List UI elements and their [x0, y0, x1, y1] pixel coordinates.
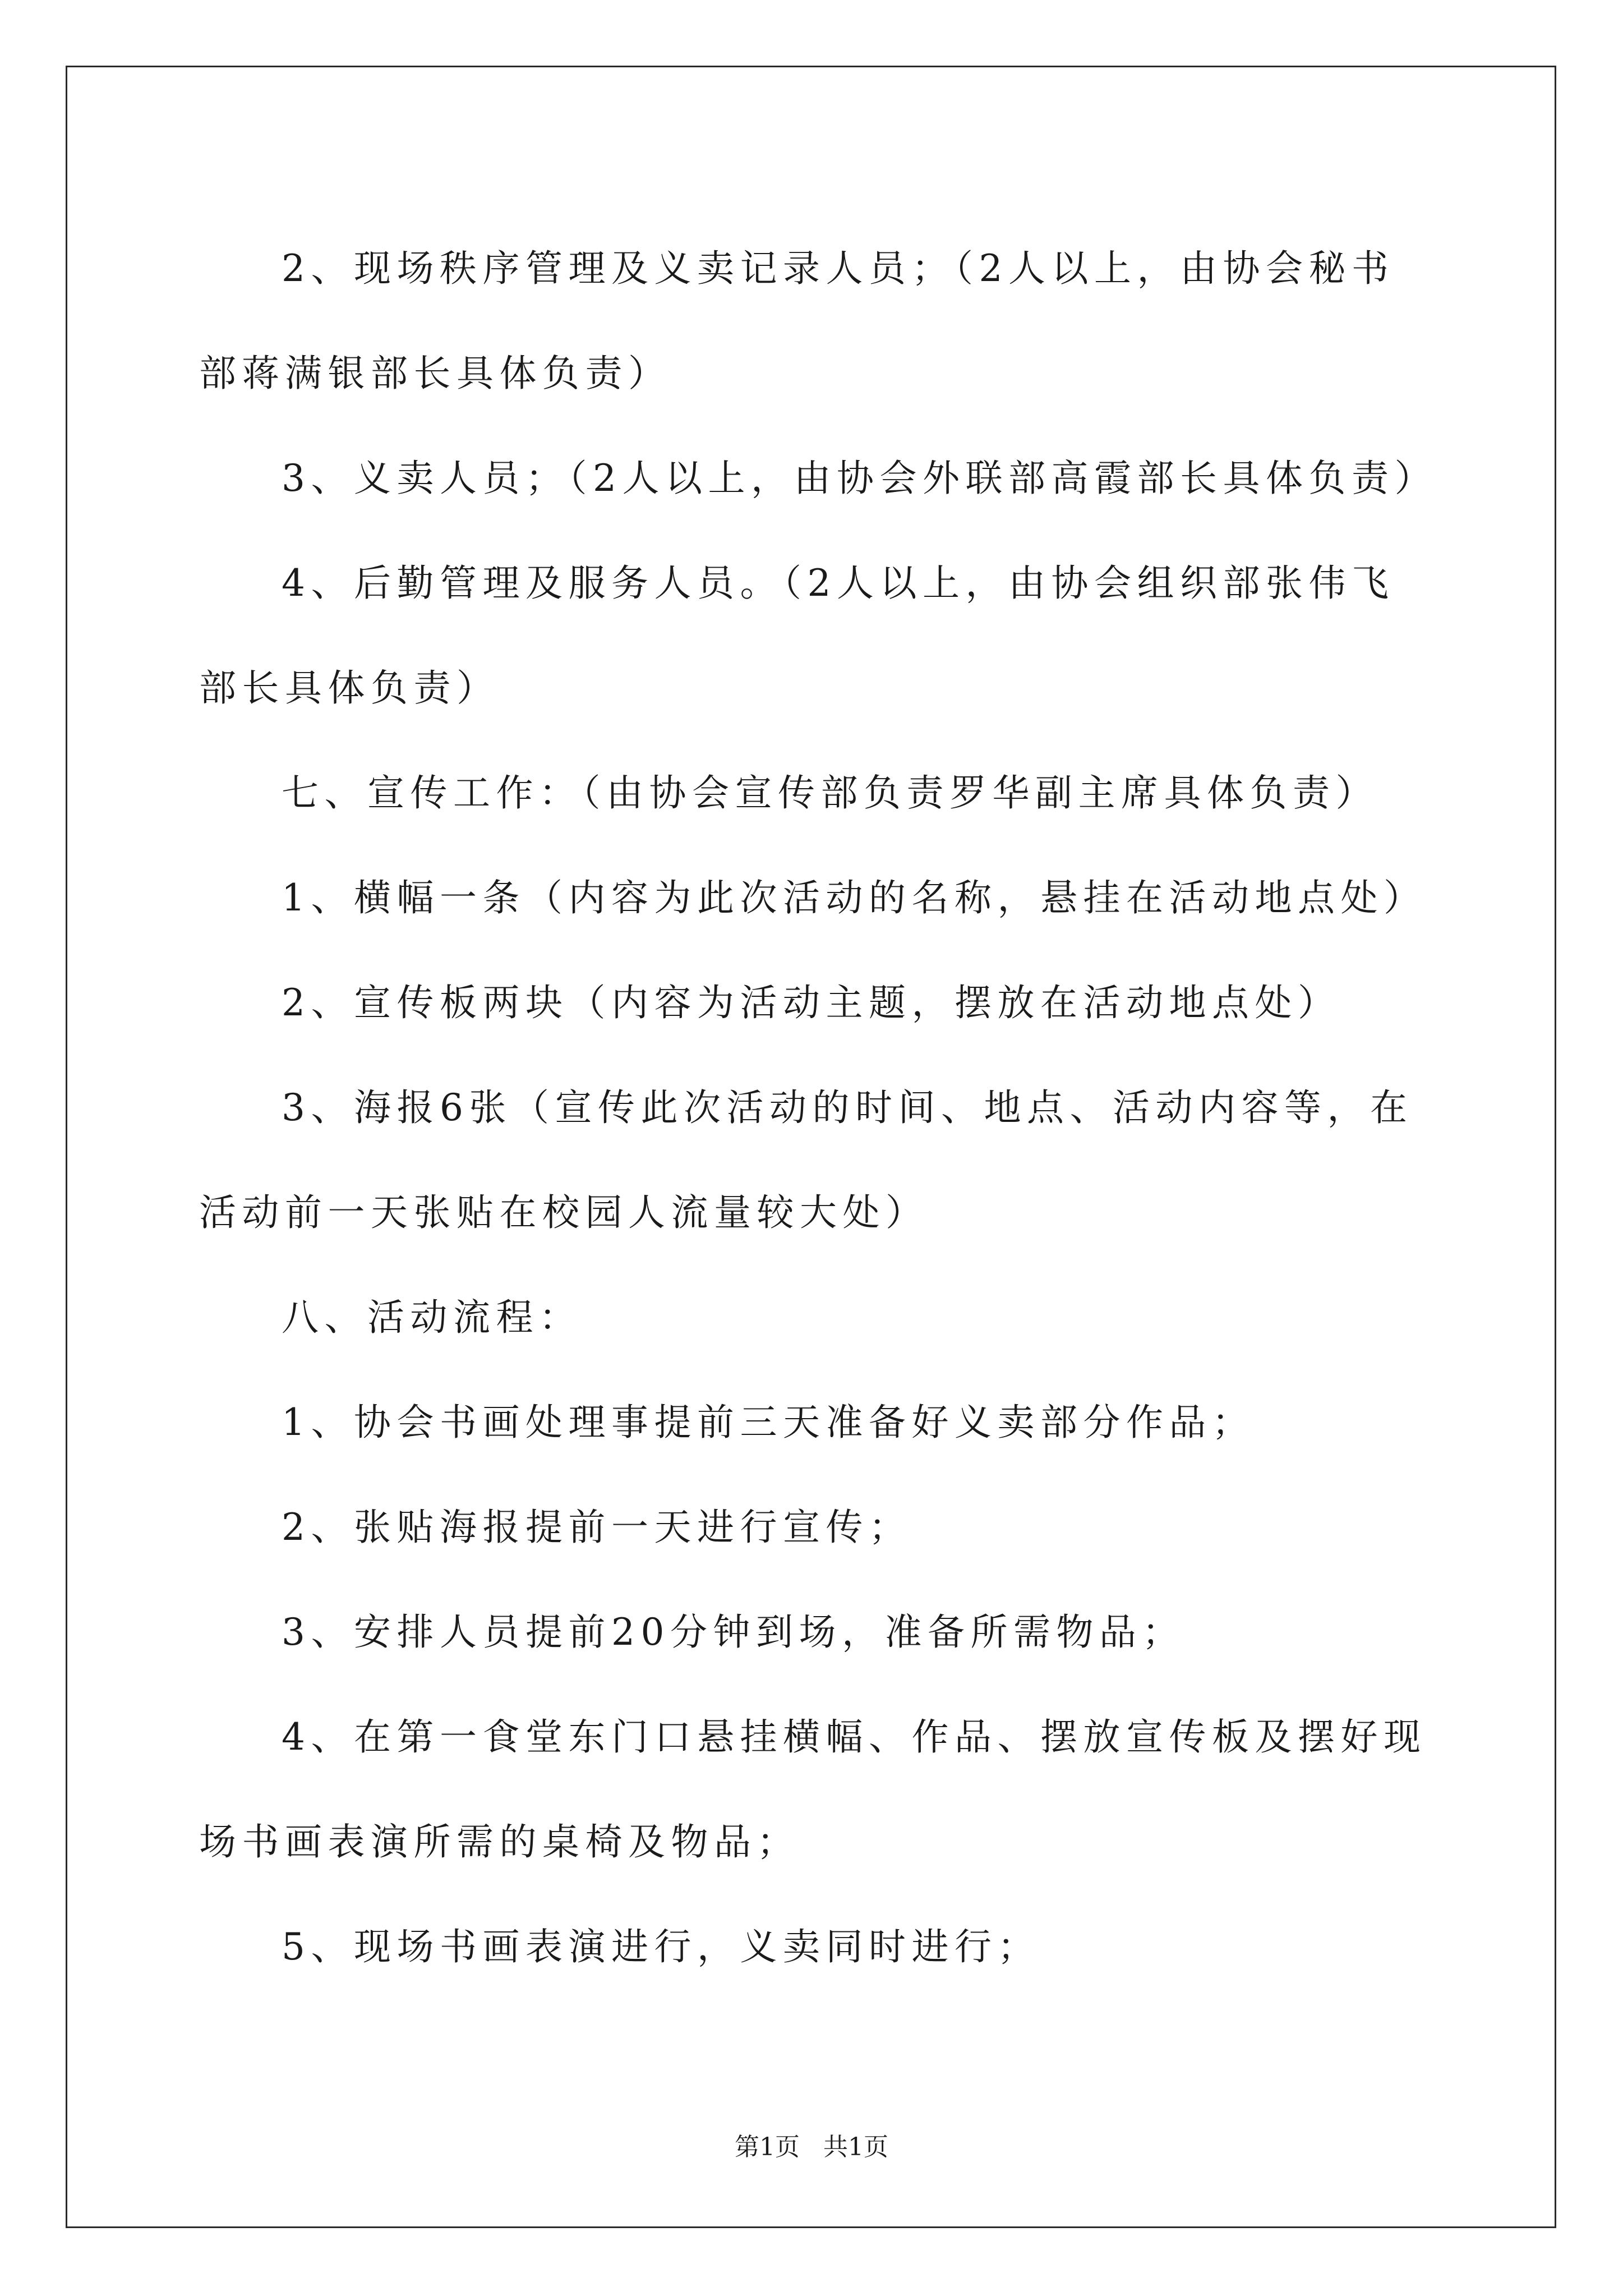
- paragraph: 5、现场书画表演进行，义卖同时进行；: [282, 1925, 1040, 1968]
- paragraph: 2、张贴海报提前一天进行宣传；: [282, 1506, 912, 1549]
- paragraph: 1、横幅一条（内容为此次活动的名称，悬挂在活动地点处）: [282, 876, 1427, 919]
- paragraph: 2、现场秩序管理及义卖记录人员；（2人以上，由协会秘书部蒋满银部长具体负责）: [199, 247, 1395, 395]
- section-heading: 七、宣传工作：（由协会宣传部负责罗华副主席具体负责）: [282, 771, 1378, 815]
- section-heading: 八、活动流程：: [282, 1296, 582, 1339]
- paragraph: 4、后勤管理及服务人员。（2人以上，由协会组织部张伟飞部长具体负责）: [199, 562, 1395, 710]
- page-number-footer: 第1页 共1页: [735, 2133, 888, 2161]
- paragraph: 2、宣传板两块（内容为活动主题，摆放在活动地点处）: [282, 981, 1341, 1024]
- paragraph: 4、在第一食堂东门口悬挂横幅、作品、摆放宣传板及摆好现场书画表演所需的桌椅及物品；: [199, 1715, 1427, 1864]
- paragraph: 1、协会书画处理事提前三天准备好义卖部分作品；: [282, 1401, 1255, 1444]
- paragraph: 3、义卖人员；（2人以上，由协会外联部高霞部长具体负责）: [282, 457, 1437, 500]
- paragraph: 3、海报6张（宣传此次活动的时间、地点、活动内容等，在活动前一天张贴在校园人流量较大处）: [199, 1086, 1413, 1234]
- document-body: [199, 216, 1437, 1999]
- paragraph: 3、安排人员提前20分钟到场，准备所需物品；: [282, 1611, 1185, 1654]
